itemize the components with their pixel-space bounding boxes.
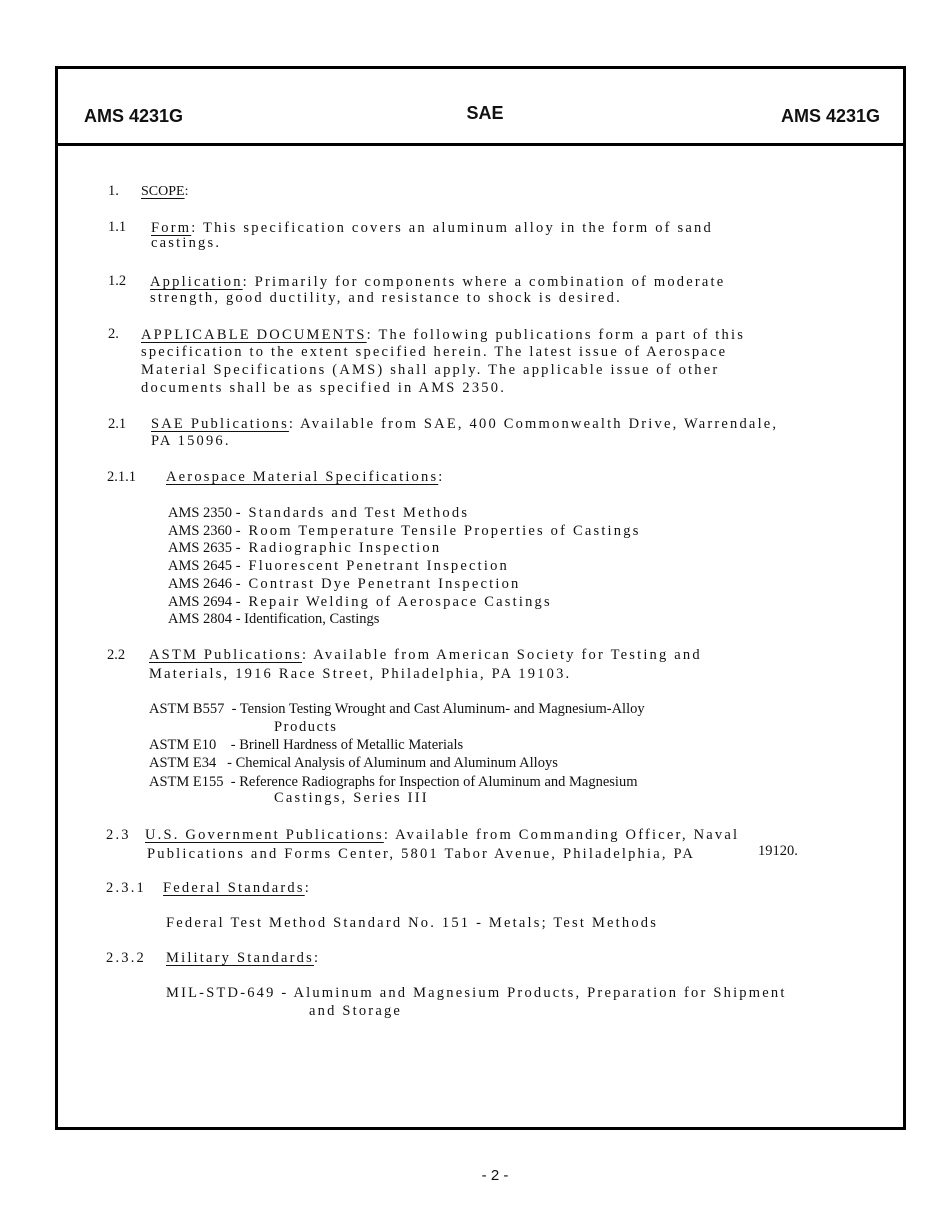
header-doc-id-left: AMS 4231G (84, 106, 184, 126)
header-divider (55, 143, 906, 146)
section-number: 2.3.2 (106, 950, 146, 966)
header-org: SAE (466, 103, 504, 123)
list-item: AMS 2694 - Repair Welding of Aerospace Castings (168, 594, 552, 610)
list-item: AMS 2350 - Standards and Test Methods (168, 505, 470, 521)
paragraph-form-line2: castings. (151, 235, 222, 251)
list-item: AMS 2360 - Room Temperature Tensile Properties of Castings (168, 523, 641, 539)
list-item: AMS 2645 - Fluorescent Penetrant Inspection (168, 558, 509, 574)
paragraph-astm-pubs-line1: ASTM Publications: Available from American Society for Testing and (149, 647, 702, 663)
paragraph-gov-pubs-line2: Publications and Forms Center, 5801 Tabor Avenue, Philadelphia, PA (147, 846, 696, 862)
heading-ams-specs: Aerospace Material Specifications: (166, 469, 445, 485)
section-number: 2. (108, 326, 119, 342)
paragraph-applicable-docs-line1: APPLICABLE DOCUMENTS: The following publications form a part of this (141, 327, 746, 343)
military-standard-item-line1: MIL-STD-649 - Aluminum and Magnesium Products, Preparation for Shipment (166, 985, 787, 1001)
paragraph-application-line2: strength, good ductility, and resistance to shock is desired. (150, 290, 622, 306)
list-item-continuation: Castings, Series III (274, 790, 429, 806)
list-item: ASTM B557 - Tension Testing Wrought and Cast Aluminum- and Magnesium-Alloy (149, 701, 645, 717)
list-item-continuation: Products (274, 719, 338, 735)
section-number: 1. (108, 183, 119, 199)
federal-standard-item: Federal Test Method Standard No. 151 - Metals; Test Methods (166, 915, 659, 931)
heading-military-standards: Military Standards: (166, 950, 321, 966)
section-number: 2.3.1 (106, 880, 146, 896)
section-number: 2.1 (108, 416, 127, 432)
list-item: AMS 2635 - Radiographic Inspection (168, 540, 442, 556)
list-item: ASTM E10 - Brinell Hardness of Metallic Materials (149, 737, 464, 753)
paragraph-sae-pubs-line1: SAE Publications: Available from SAE, 400 Commonwealth Drive, Warrendale, (151, 416, 779, 432)
section-heading-scope: SCOPE: (141, 184, 189, 199)
paragraph-applicable-docs-line3: Material Specifications (AMS) shall apply. The applicable issue of other (141, 362, 720, 378)
page-number: - 2 - (481, 1167, 509, 1184)
paragraph-gov-pubs-line1: U.S. Government Publications: Available from Commanding Officer, Naval (145, 827, 740, 843)
heading-federal-standards: Federal Standards: (163, 880, 311, 896)
paragraph-gov-pubs-zip: 19120. (758, 843, 798, 859)
section-number: 2.3 (106, 827, 131, 843)
section-number: 1.2 (108, 273, 127, 289)
paragraph-applicable-docs-line4: documents shall be as specified in AMS 2350. (141, 380, 507, 396)
section-number: 1.1 (108, 219, 127, 235)
section-number: 2.2 (107, 647, 126, 663)
paragraph-form-line1: Form: This specification covers an aluminum alloy in the form of sand (151, 220, 713, 236)
paragraph-applicable-docs-line2: specification to the extent specified herein. The latest issue of Aerospace (141, 344, 728, 360)
header-doc-id-right: AMS 4231G (780, 106, 880, 126)
list-item: AMS 2804 - Identification, Castings (168, 611, 380, 627)
paragraph-sae-pubs-line2: PA 15096. (151, 433, 231, 449)
list-item: ASTM E34 - Chemical Analysis of Aluminum and Aluminum Alloys (149, 755, 558, 771)
section-number: 2.1.1 (107, 469, 136, 485)
paragraph-application-line1: Application: Primarily for components where a combination of moderate (150, 274, 726, 290)
list-item: AMS 2646 - Contrast Dye Penetrant Inspection (168, 576, 521, 592)
list-item: ASTM E155 - Reference Radiographs for Inspection of Aluminum and Magnesium (149, 774, 638, 790)
paragraph-astm-pubs-line2: Materials, 1916 Race Street, Philadelphia, PA 19103. (149, 666, 572, 682)
military-standard-item-line2: and Storage (309, 1003, 403, 1019)
